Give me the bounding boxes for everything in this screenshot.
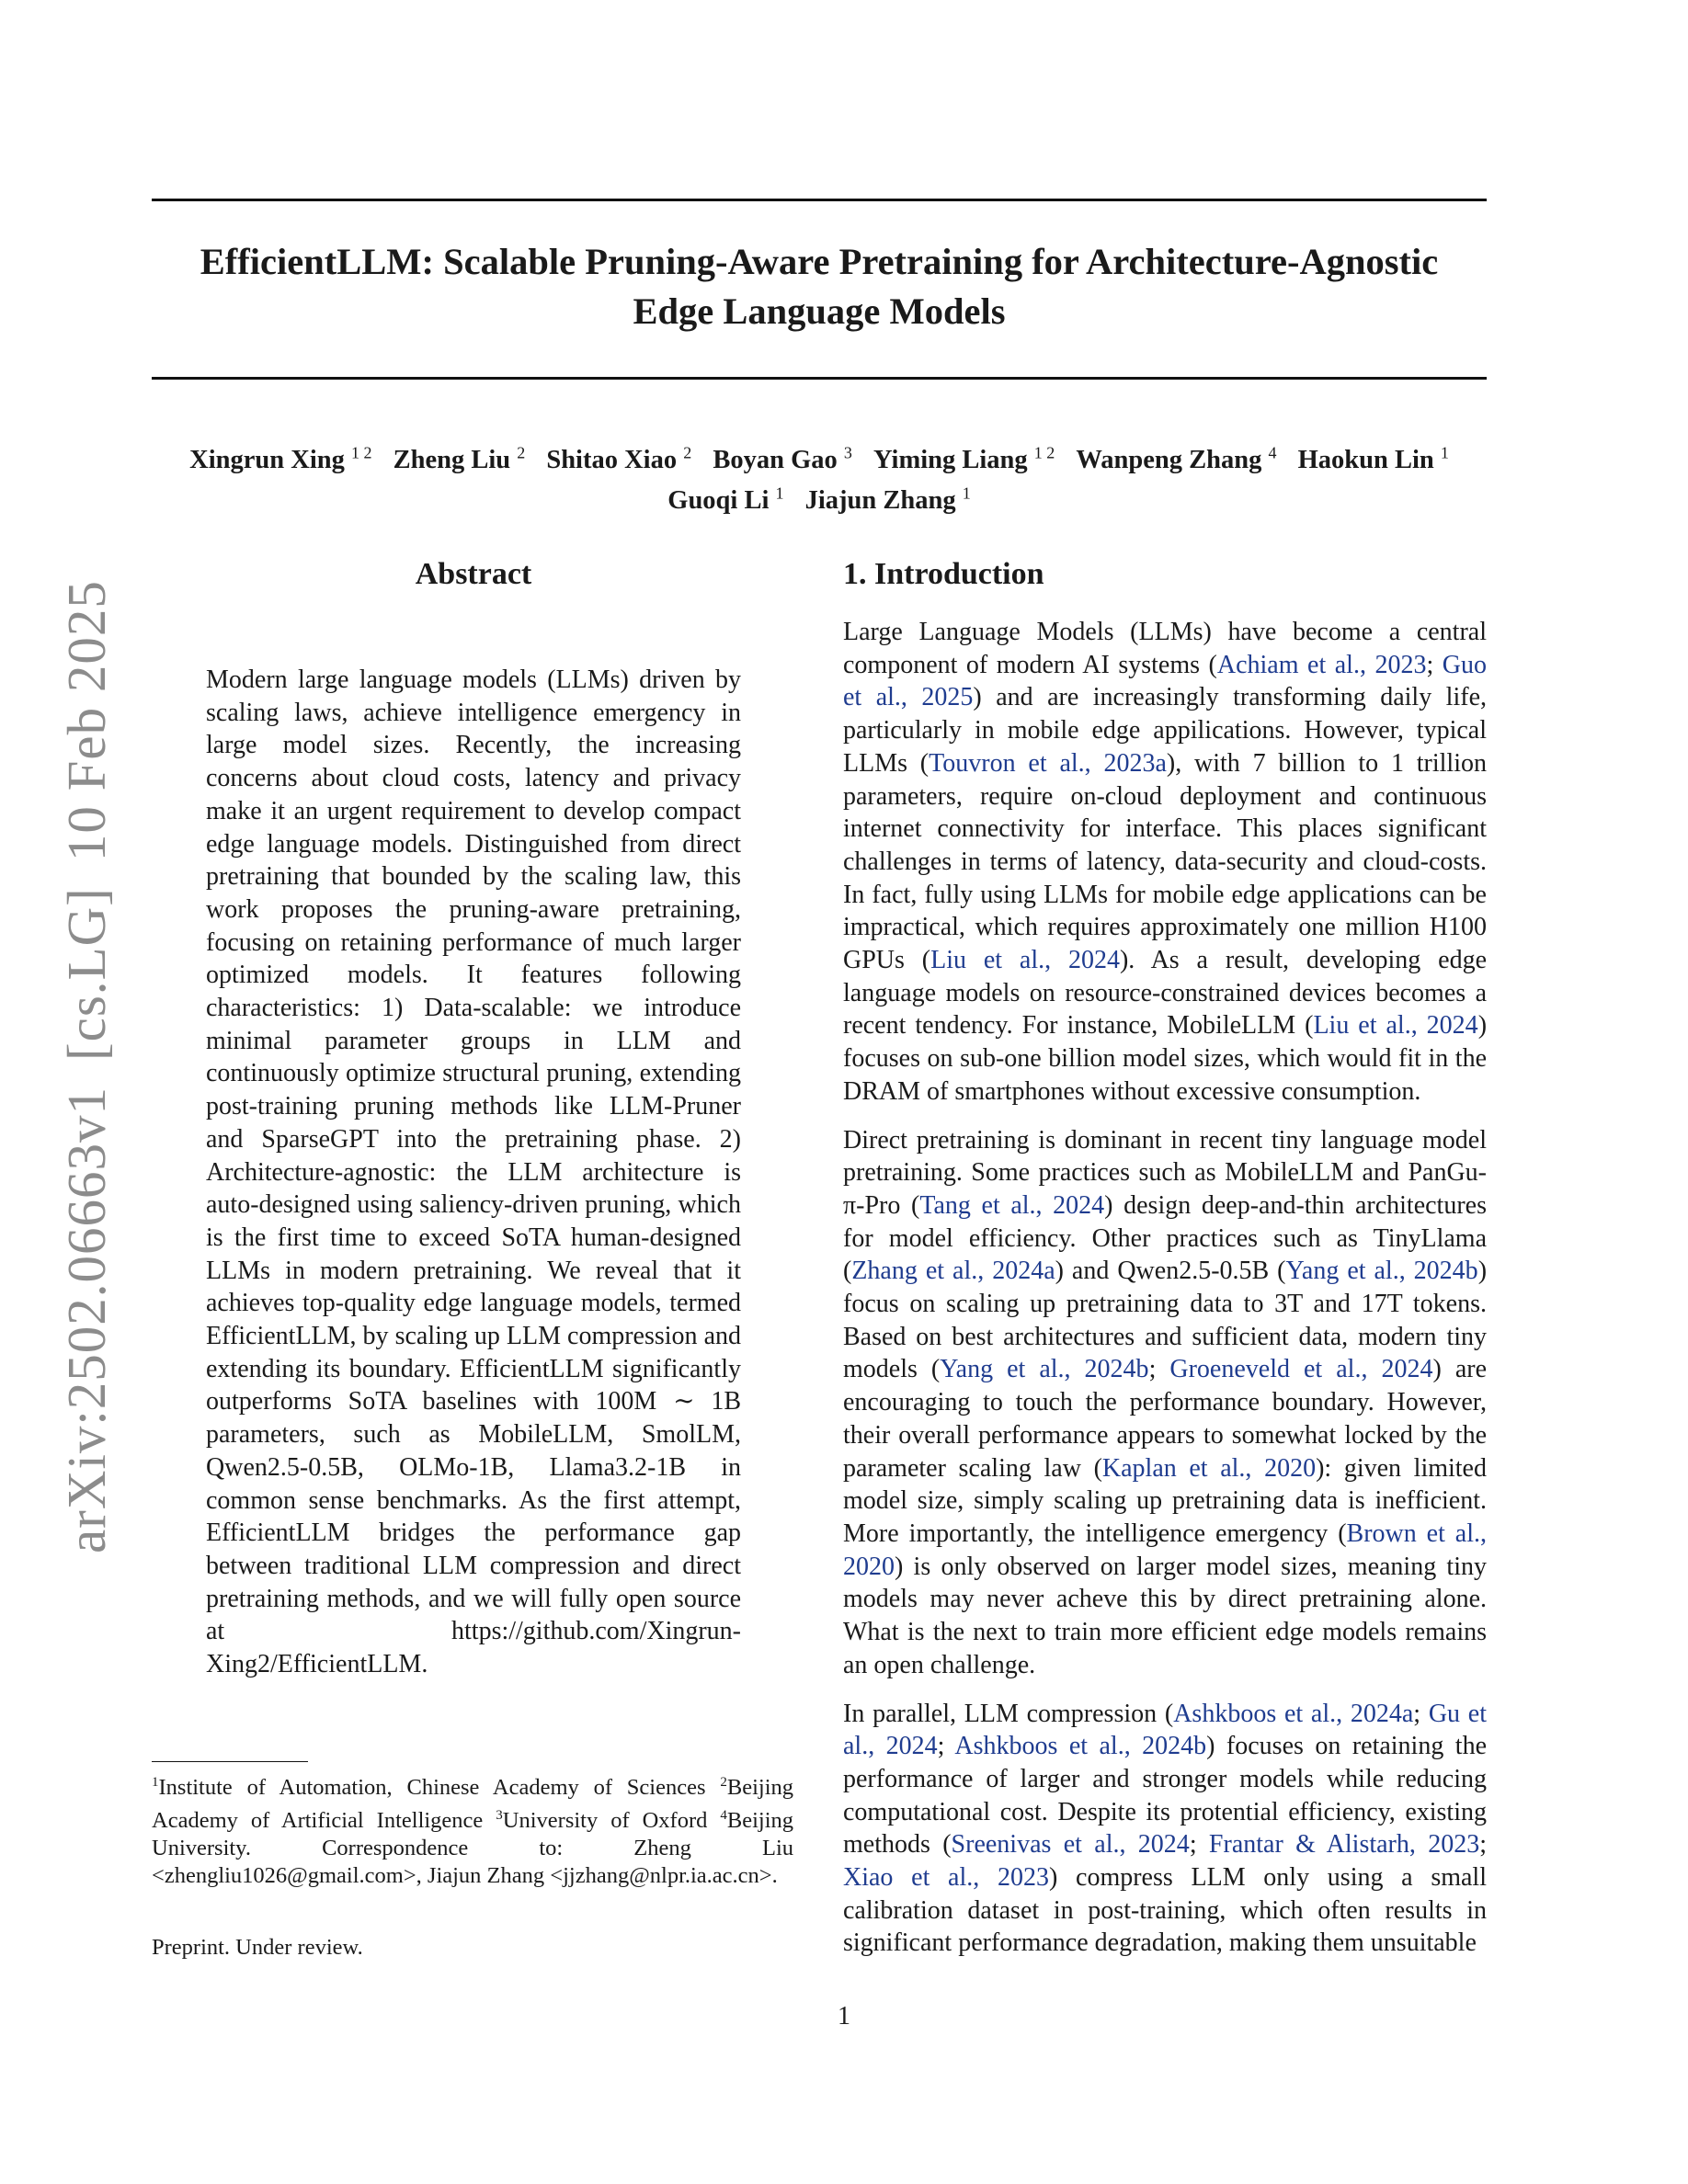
- citation-link[interactable]: Liu et al., 2024: [1313, 1011, 1478, 1041]
- affiliations-footnote: [152, 1769, 793, 1890]
- author: [189, 443, 372, 474]
- abstract-body: [206, 664, 741, 1681]
- text-run: ;: [1189, 1830, 1209, 1860]
- abstract-heading: Abstract: [415, 557, 532, 591]
- author-affiliation-mark: 2: [683, 443, 692, 461]
- citation-link[interactable]: Touvron et al., 2023a: [929, 748, 1167, 778]
- text-run: Direct pretraining is dominant in recent tiny language model pretraining. Some practices such as MobileLLM and PanGu-π-Pro (: [843, 1125, 1487, 1220]
- citation-link[interactable]: Frantar & Alistarh, 2023: [1208, 1830, 1480, 1860]
- text-run: ;: [1148, 1355, 1170, 1384]
- author: [393, 443, 526, 474]
- paper-title-line-2: Edge Language Models: [633, 290, 1006, 332]
- affiliation-text: Institute of Automation, Chinese Academy of Sciences: [158, 1775, 706, 1801]
- affiliation-number: 3: [496, 1808, 503, 1824]
- text-run: ;: [1479, 1830, 1487, 1860]
- author-affiliation-mark: 2: [517, 443, 526, 461]
- affiliation-text: University of Oxford: [502, 1808, 708, 1834]
- arxiv-id: arXiv:2502.06663v1: [56, 1086, 117, 1553]
- citation-link[interactable]: Kaplan et al., 2020: [1101, 1453, 1317, 1483]
- text-run: ). As a result, developing edge language models on resource-constrained devices becomes a recent tendency. For instance, MobileLLM (: [843, 946, 1488, 1041]
- introduction-body: [843, 616, 1487, 1960]
- introduction-paragraph: [843, 1698, 1487, 1961]
- footnote-rule: [152, 1761, 308, 1762]
- author-name: Zheng Liu: [393, 445, 511, 474]
- text-run: ) focus on scaling up pretraining data to 3T and 17T tokens. Based on best architectures and sufficient data, modern tiny models (: [843, 1257, 1488, 1384]
- paper-title: [152, 237, 1487, 336]
- preprint-note: Preprint. Under review.: [152, 1935, 363, 1960]
- title-bottom-rule: [152, 377, 1487, 380]
- author-name: Wanpeng Zhang: [1076, 445, 1262, 474]
- citation-link[interactable]: Guo et al., 2025: [843, 650, 1487, 712]
- introduction-heading: 1. Introduction: [843, 557, 1044, 591]
- author: [713, 443, 852, 474]
- author: [546, 443, 692, 474]
- author-affiliation-mark: 1: [775, 483, 784, 503]
- citation-link[interactable]: Tang et al., 2024: [919, 1190, 1105, 1220]
- author-name: Shitao Xiao: [546, 445, 678, 474]
- abstract-text: Modern large language models (LLMs) driven by scaling laws, achieve intelligence emergency in large model sizes. Recently, the increasing concerns about cloud costs, latency and privacy make it an urgent requirement to develop compact edge language models. Distinguished from direct pretraining that bounded by the scaling law, this work proposes the pruning-aware pretraining, focusing on retaining performance of much larger optimized models. It features following characteristics: 1) Data-scalable: we introduce minimal parameter groups in LLM and continuously optimize structural pruning, extending post-training pruning methods like LLM-Pruner and SparseGPT into the pretraining phase. 2) Architecture-agnostic: the LLM architecture is auto-designed using saliency-driven pruning, which is the first time to exceed SoTA human-designed LLMs in modern pretraining. We reveal that it achieves top-quality edge language models, termed EfficientLLM, by scaling up LLM compression and extending its boundary. EfficientLLM significantly outperforms SoTA baselines with 100M ∼ 1B parameters, such as MobileLLM, SmolLM, Qwen2.5-0.5B, OLMo-1B, Llama3.2-1B in common sense benchmarks. As the first attempt, EfficientLLM bridges the performance gap between traditional LLM compression and direct pretraining methods, and we will fully open source at https://github.com/Xingrun-Xing2/EfficientLLM.: [206, 665, 741, 1679]
- author: [1297, 443, 1449, 474]
- author-affiliation-mark: 1 2: [350, 443, 372, 461]
- author: [804, 483, 971, 515]
- arxiv-category: [cs.LG]: [56, 887, 117, 1062]
- citation-link[interactable]: Xiao et al., 2023: [843, 1863, 1049, 1893]
- citation-link[interactable]: Gu et al., 2024: [843, 1699, 1487, 1761]
- author-name: Boyan Gao: [713, 445, 838, 474]
- introduction-paragraph: [843, 616, 1487, 1109]
- author: [1076, 443, 1277, 474]
- text-run: ;: [937, 1732, 955, 1761]
- page-number: 1: [838, 2002, 850, 2030]
- author-name: Yiming Liang: [873, 445, 1028, 474]
- text-run: ;: [1413, 1699, 1429, 1728]
- citation-link[interactable]: Zhang et al., 2024a: [851, 1257, 1055, 1286]
- citation-link[interactable]: Liu et al., 2024: [930, 946, 1120, 975]
- introduction-paragraph: [843, 1124, 1487, 1682]
- author-name: Guoqi Li: [667, 486, 770, 515]
- citation-link[interactable]: Ashkboos et al., 2024b: [954, 1732, 1207, 1761]
- text-run: ;: [1426, 650, 1443, 679]
- affiliation-number: 4: [720, 1808, 727, 1824]
- affiliation-number: 2: [720, 1775, 727, 1790]
- citation-link[interactable]: Brown et al., 2020: [843, 1519, 1487, 1581]
- citation-link[interactable]: Groeneveld et al., 2024: [1169, 1355, 1433, 1384]
- affiliation-text: Beijing Academy of Artificial Intelligence: [152, 1775, 793, 1834]
- author: [667, 483, 784, 515]
- text-run: ) design deep-and-thin architectures for model efficiency. Other practices such as TinyLlama (: [843, 1190, 1487, 1286]
- affiliation-text: Beijing University.: [152, 1808, 793, 1861]
- author-affiliation-mark: 1: [1440, 443, 1449, 461]
- arxiv-identifier-stamp: [55, 580, 119, 1553]
- text-run: ) focuses on retaining the performance of larger and stronger models while reducing computational cost. Despite its protential efficiency, existing methods (: [843, 1732, 1487, 1860]
- text-run: ) is only observed on larger model sizes, meaning tiny models may never acheve this by direct pretraining alone. What is the next to train more efficient edge models remains an open challenge.: [843, 1552, 1487, 1679]
- paper-title-line-1: EfficientLLM: Scalable Pruning-Aware Pretraining for Architecture-Agnostic: [200, 241, 1439, 282]
- author-name: Xingrun Xing: [189, 445, 345, 474]
- citation-link[interactable]: Ashkboos et al., 2024a: [1173, 1699, 1414, 1728]
- citation-link[interactable]: Yang et al., 2024b: [940, 1355, 1149, 1384]
- title-top-rule: [152, 199, 1487, 201]
- author-name: Haokun Lin: [1297, 445, 1434, 474]
- text-run: ): given limited model size, simply scaling up pretraining data is inefficient. More importantly, the intelligence emergency (: [843, 1453, 1487, 1548]
- text-run: ) compress LLM only using a small calibration dataset in post-training, which often results in significant performance degradation, making them unsuitable: [843, 1863, 1487, 1958]
- author: [873, 443, 1055, 474]
- author-list: [152, 436, 1487, 518]
- author-affiliation-mark: 1: [962, 483, 971, 503]
- citation-link[interactable]: Achiam et al., 2023: [1216, 650, 1427, 679]
- author-affiliation-mark: 4: [1268, 443, 1277, 461]
- author-affiliation-mark: 1 2: [1033, 443, 1055, 461]
- text-run: ) and Qwen2.5-0.5B (: [1055, 1257, 1286, 1286]
- author-name: Jiajun Zhang: [804, 486, 956, 515]
- text-run: Large Language Models (LLMs) have become a central component of modern AI systems (: [843, 618, 1487, 679]
- text-run: ) focuses on sub-one billion model sizes, which would fit in the DRAM of smartphones without excessive consumption.: [843, 1011, 1488, 1106]
- text-run: In parallel, LLM compression (: [843, 1699, 1174, 1728]
- text-run: ), with 7 billion to 1 trillion parameters, require on-cloud deployment and continuous internet connectivity for interface. This places significant challenges in terms of latency, data-security and cloud-costs. In fact, fully using LLMs for mobile edge applications can be impractical, which requires approximately one million H100 GPUs (: [843, 748, 1487, 975]
- text-run: ) are encouraging to touch the performance boundary. However, their overall performance appears to somewhat locked by the parameter scaling law (: [843, 1355, 1487, 1483]
- arxiv-date: 10 Feb 2025: [56, 580, 117, 862]
- citation-link[interactable]: Sreenivas et al., 2024: [951, 1830, 1190, 1860]
- author-affiliation-mark: 3: [843, 443, 852, 461]
- citation-link[interactable]: Yang et al., 2024b: [1285, 1257, 1478, 1286]
- text-run: ) and are increasingly transforming daily life, particularly in mobile edge appilications. However, typical LLMs (: [843, 683, 1487, 778]
- correspondence-text: Correspondence to: Zheng Liu <zhengliu1026@gmail.com>, Jiajun Zhang <jjzhang@nlpr.ia.ac.cn>.: [152, 1836, 793, 1889]
- affiliation-number: 1: [152, 1775, 159, 1790]
